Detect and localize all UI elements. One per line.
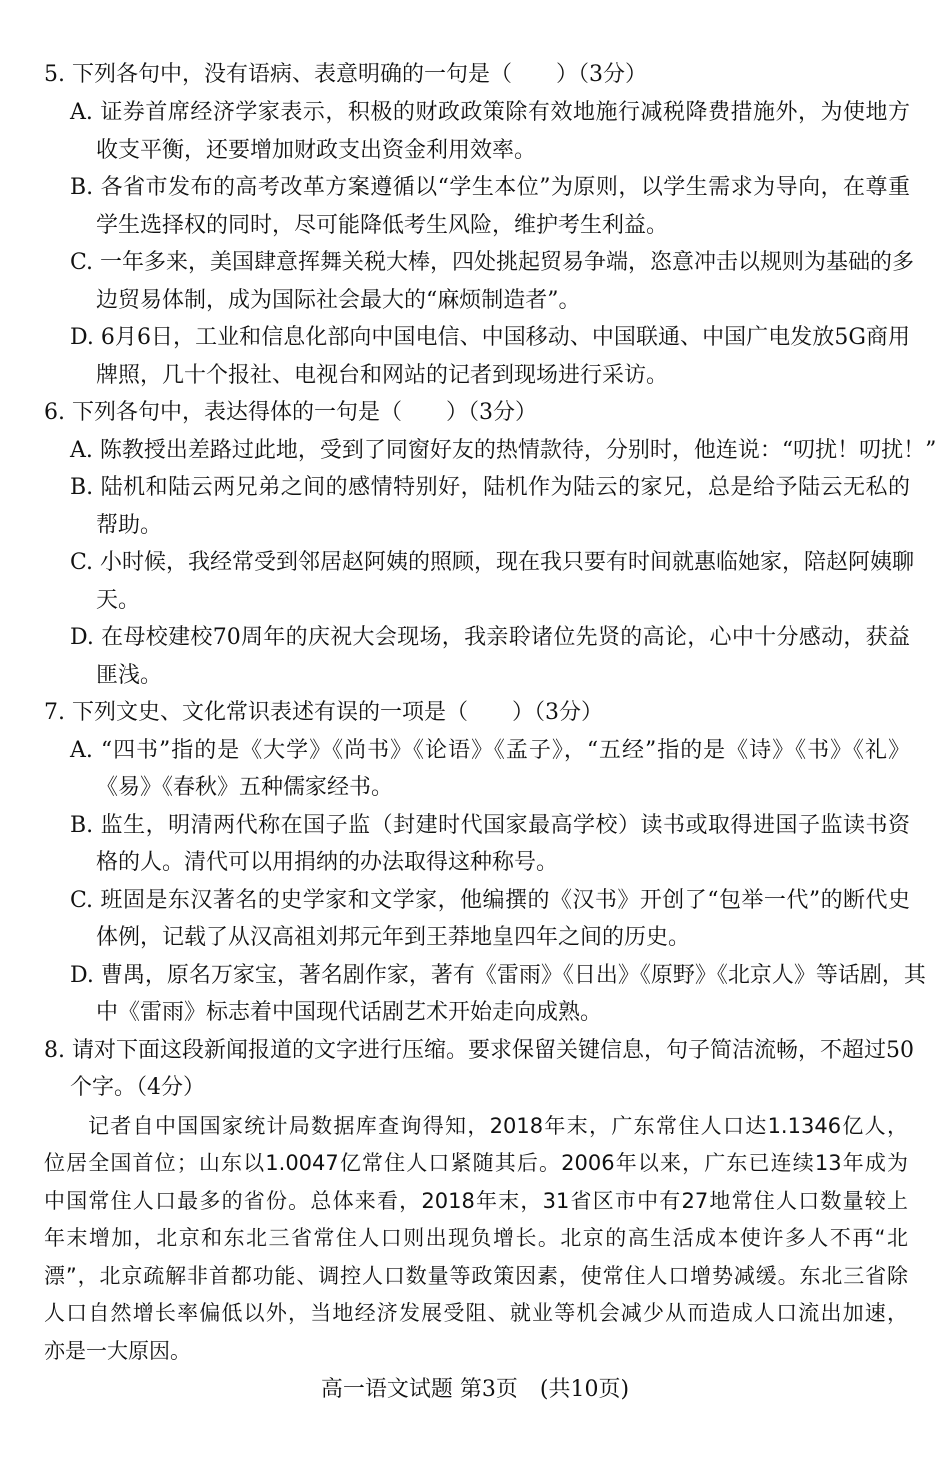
q5-option-b: B. 各省市发布的高考改革方案遵循以“学生本位”为原则，以学生需求为导向，在尊重 [70,175,910,200]
q5-option-d-cont: 牌照，几十个报社、电视台和网站的记者到现场进行采访。 [96,363,669,388]
q8-stem: 8. 请对下面这段新闻报道的文字进行压缩。要求保留关键信息，句子简洁流畅，不超过50 [44,1038,914,1063]
q6-option-d-cont: 匪浅。 [96,663,163,688]
q8-passage-line-2: 位居全国首位；山东以1.0047亿常住人口紧随其后。2006年以来，广东已连续13年成为 [44,1151,908,1175]
q6-option-a: A. 陈教授出差路过此地，受到了同窗好友的热情款待，分别时，他连说：“叨扰！叨扰！” [70,438,937,463]
q5-option-d: D. 6月6日，工业和信息化部向中国电信、中国移动、中国联通、中国广电发放5G商用 [70,325,910,350]
q6-option-b-cont: 帮助。 [96,513,163,538]
q7-option-d-cont: 中《雷雨》标志着中国现代话剧艺术开始走向成熟。 [96,1000,603,1025]
q5-option-c: C. 一年多来，美国肆意挥舞关税大棒，四处挑起贸易争端，恣意冲击以规则为基础的多 [70,250,915,275]
q7-option-b-cont: 格的人。清代可以用捐纳的办法取得这种称号。 [96,850,559,875]
q8-stem-cont: 个字。（4分） [70,1075,205,1100]
page-footer: 高一语文试题 第3页 (共10页) [320,1377,630,1402]
q8-passage-line-7: 亦是一大原因。 [44,1339,191,1363]
q7-option-d: D. 曹禺，原名万家宝，著名剧作家，著有《雷雨》《日出》《原野》《北京人》等话剧，其 [70,963,926,988]
q6-option-b: B. 陆机和陆云两兄弟之间的感情特别好，陆机作为陆云的家兄，总是给予陆云无私的 [70,475,910,500]
q8-passage-line-4: 年末增加，北京和东北三省常住人口则出现负增长。北京的高生活成本使许多人不再“北 [44,1226,908,1250]
q6-stem: 6. 下列各句中，表达得体的一句是（ ）（3分） [44,400,537,425]
q7-option-c-cont: 体例，记载了从汉高祖刘邦元年到王莽地皇四年之间的历史。 [96,925,691,950]
q6-option-c-cont: 天。 [96,588,141,613]
q8-passage-line-1: 记者自中国国家统计局数据库查询得知，2018年末，广东常住人口达1.1346亿人， [88,1114,908,1138]
q6-option-d: D. 在母校建校70周年的庆祝大会现场，我亲聆诸位先贤的高论，心中十分感动，获益 [70,625,910,650]
q8-passage-line-3: 中国常住人口最多的省份。总体来看，2018年末，31省区市中有27地常住人口数量较上 [44,1189,908,1213]
q5-option-b-cont: 学生选择权的同时，尽可能降低考生风险，维护考生利益。 [96,213,669,238]
q6-option-c: C. 小时候，我经常受到邻居赵阿姨的照顾，现在我只要有时间就惠临她家，陪赵阿姨聊 [70,550,915,575]
q7-option-a: A. “四书”指的是《大学》《尚书》《论语》《孟子》，“五经”指的是《诗》《书》《礼》 [70,738,910,763]
q5-option-c-cont: 边贸易体制，成为国际社会最大的“麻烦制造者”。 [96,288,581,313]
q7-option-a-cont: 《易》《春秋》五种儒家经书。 [96,775,394,800]
q7-stem: 7. 下列文史、文化常识表述有误的一项是（ ）（3分） [44,700,603,725]
q5-option-a: A. 证券首席经济学家表示，积极的财政政策除有效地施行减税降费措施外，为使地方 [70,100,910,125]
q7-option-c: C. 班固是东汉著名的史学家和文学家，他编撰的《汉书》开创了“包举一代”的断代史 [70,888,910,913]
q5-option-a-cont: 收支平衡，还要增加财政支出资金利用效率。 [96,138,537,163]
q8-passage-line-6: 人口自然增长率偏低以外，当地经济发展受阻、就业等机会减少从而造成人口流出加速， [44,1301,908,1325]
q5-stem: 5. 下列各句中，没有语病、表意明确的一句是（ ）（3分） [44,62,647,87]
q7-option-b: B. 监生，明清两代称在国子监（封建时代国家最高学校）读书或取得进国子监读书资 [70,813,910,838]
q8-passage-line-5: 漂”，北京疏解非首都功能、调控人口数量等政策因素，使常住人口增势减缓。东北三省除 [44,1264,908,1288]
